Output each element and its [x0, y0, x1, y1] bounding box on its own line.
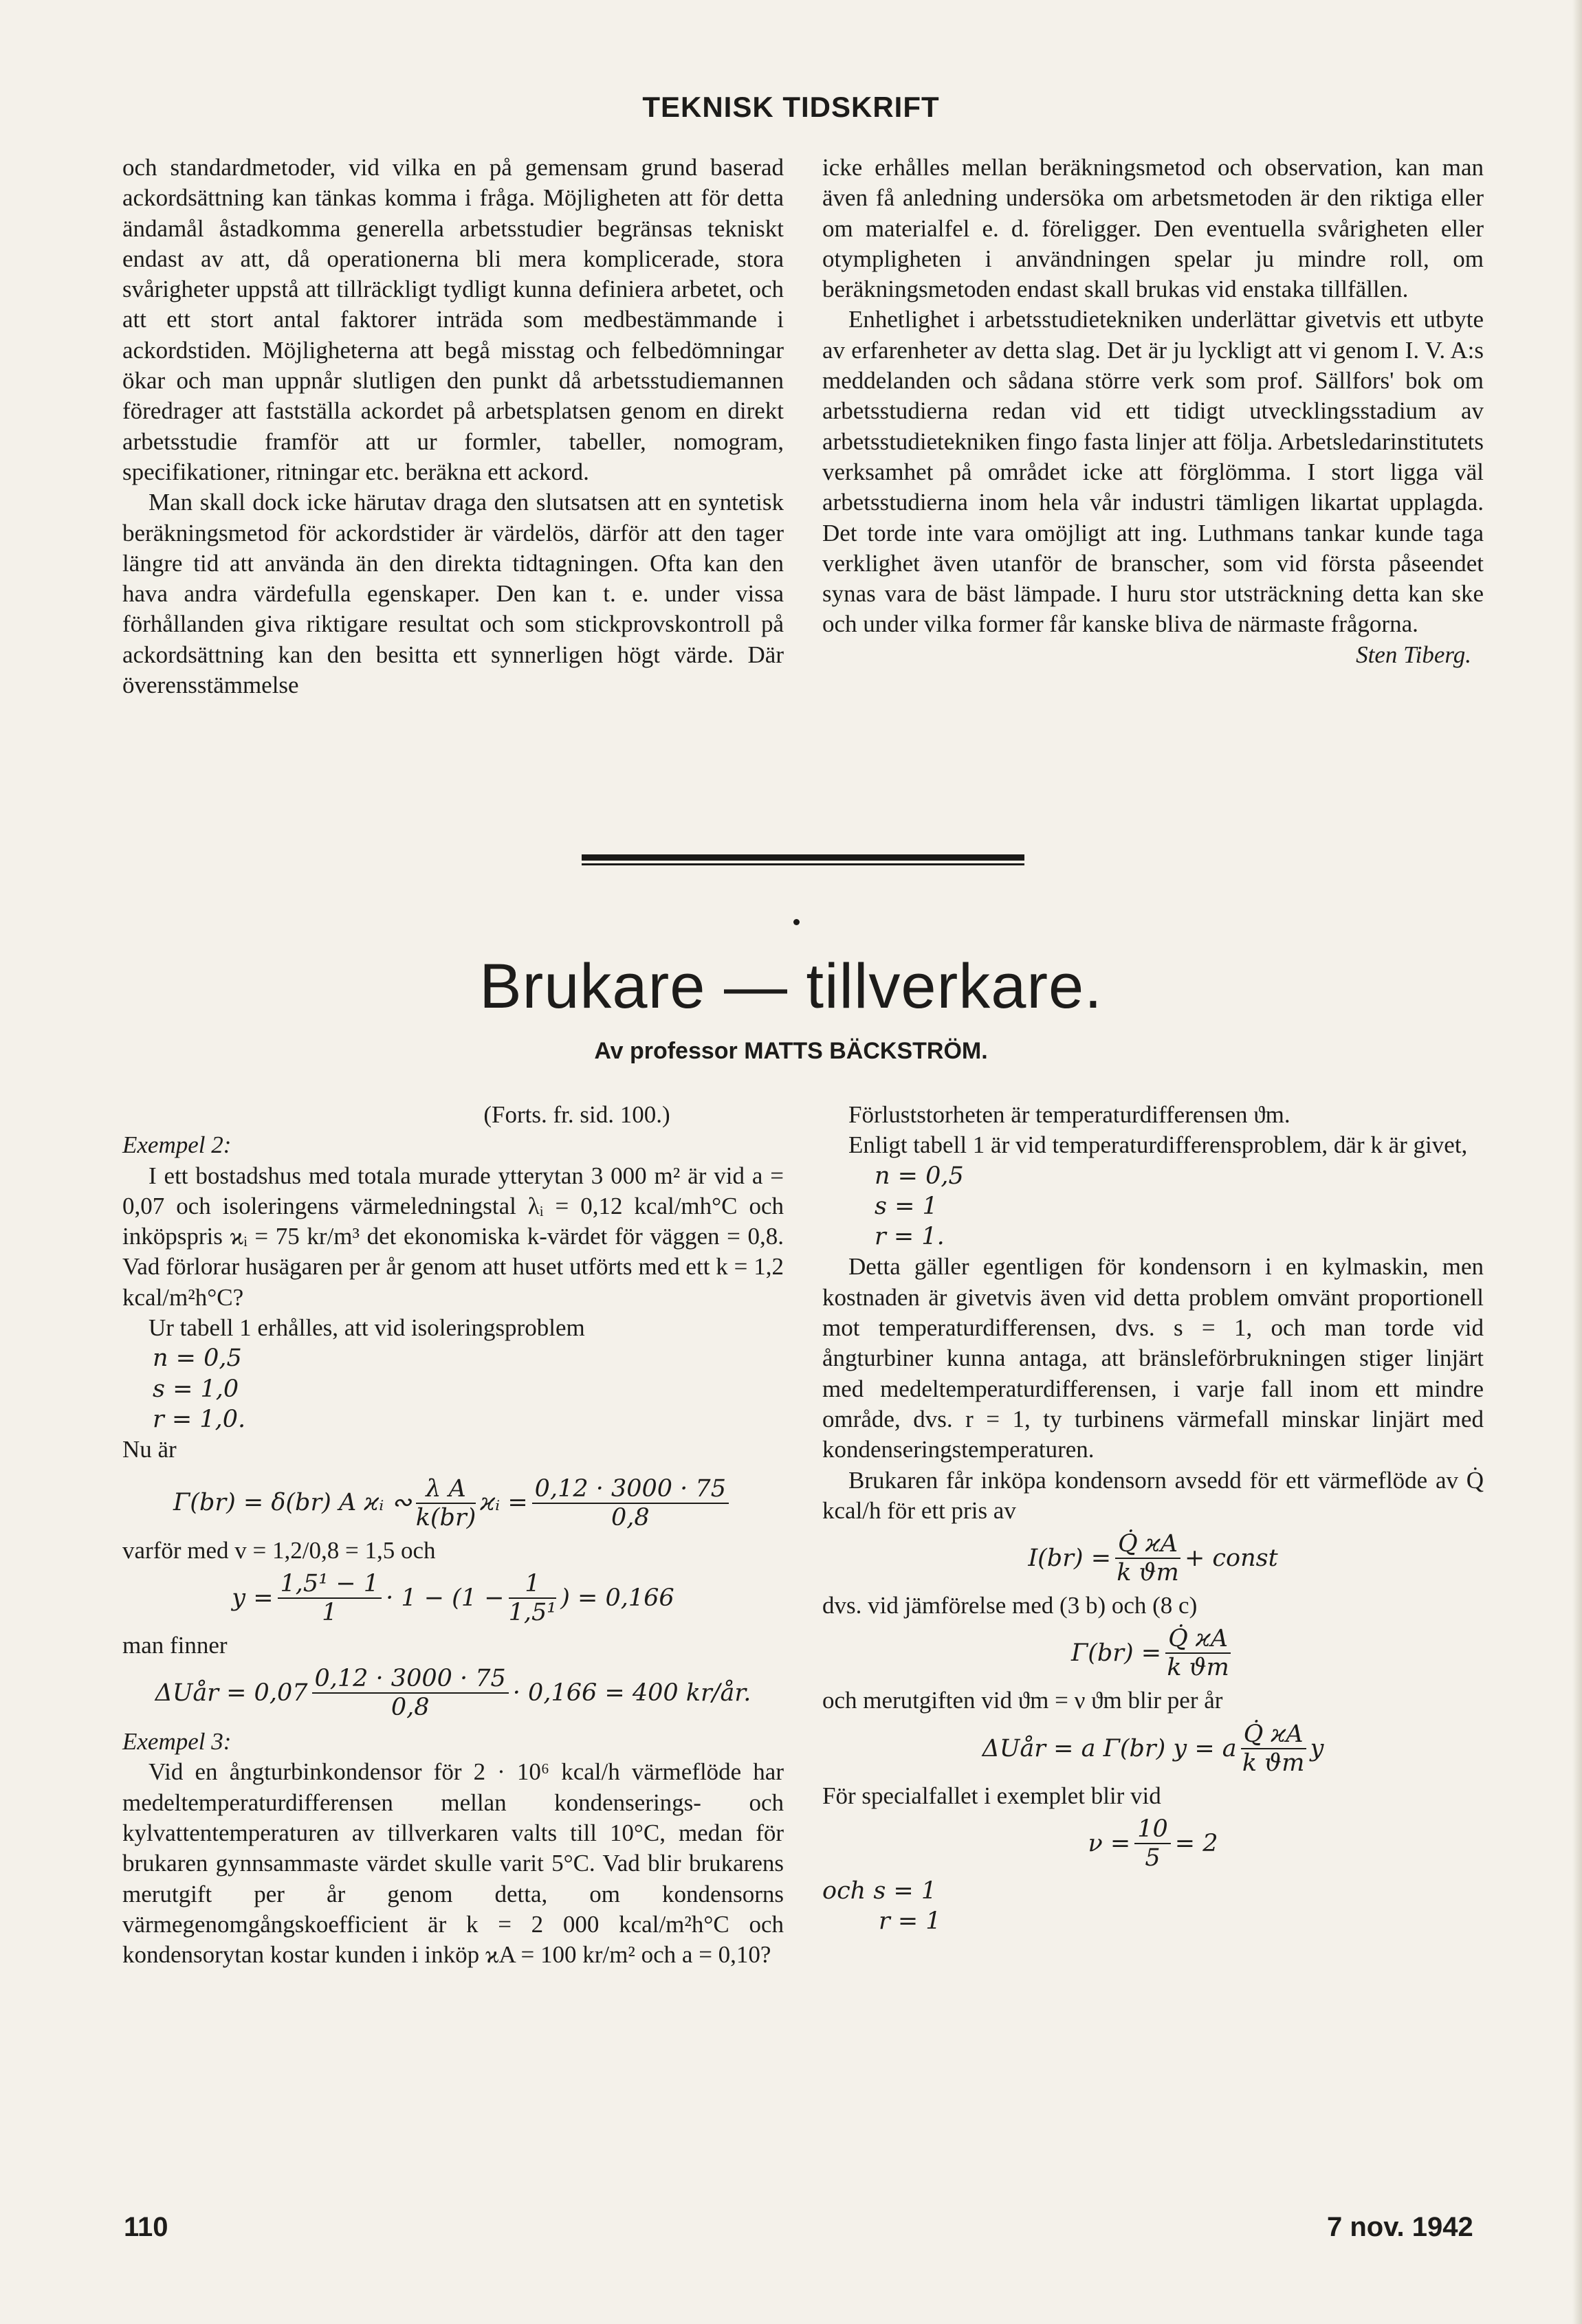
journal-title: TEKNISK TIDSKRIFT	[642, 91, 940, 123]
issue-date: 7 nov. 1942	[1327, 2212, 1473, 2242]
author-signature: Sten Tiberg.	[1356, 641, 1471, 668]
eq6-numerator: Q̇ ϰA	[1241, 1720, 1306, 1749]
byline: Av professor MATTS BÄCKSTRÖM.	[594, 1038, 988, 1064]
r-last: r = 1	[879, 1907, 941, 1936]
equation-6	[822, 1720, 1484, 1777]
r-value: r = 1,0.	[153, 1405, 246, 1433]
equation-2	[122, 1570, 784, 1626]
continued-note: (Forts. fr. sid. 100.)	[483, 1101, 670, 1128]
paragraph: Förluststorheten är temperaturdifferensen ϑm.	[848, 1101, 1290, 1128]
eq1-numerator: λ A	[416, 1475, 476, 1504]
eq3-rhs: · 0,166 = 400 kr/år.	[512, 1679, 751, 1707]
eq2-fraction-2	[509, 1570, 557, 1626]
eq7-fraction	[1134, 1815, 1171, 1872]
n-value: n = 0,5	[875, 1162, 964, 1190]
lower-left-column	[122, 1100, 784, 1971]
paragraph: och merutgiften vid ϑm = ν ϑm blir per år	[822, 1687, 1223, 1714]
page-edge	[1572, 0, 1582, 2324]
eq4-lhs: I(br) =	[1028, 1545, 1112, 1572]
equation-4	[822, 1530, 1484, 1586]
eq7-numerator: 10	[1134, 1815, 1171, 1844]
eq2-fraction	[278, 1570, 382, 1626]
eq1-denominator: k(br)	[415, 1503, 476, 1531]
equation-1	[122, 1475, 784, 1531]
eq2-lhs: y =	[232, 1584, 274, 1612]
eq1-fraction	[416, 1475, 476, 1531]
eq3-numerator: 0,12 · 3000 · 75	[312, 1665, 509, 1694]
eq5-lhs: Γ(br) =	[1070, 1639, 1162, 1668]
eq6-fraction	[1241, 1720, 1306, 1777]
eq7-denominator: 5	[1145, 1844, 1161, 1872]
eq4-denominator: k ϑm	[1117, 1559, 1179, 1587]
paragraph: Enligt tabell 1 är vid temperaturdifferensproblem, där k är givet,	[848, 1131, 1468, 1159]
equation-7	[822, 1815, 1484, 1872]
varfor-line: varför med v = 1,2/0,8 = 1,5 och	[122, 1536, 436, 1564]
paragraph: icke erhålles mellan beräkningsmetod och observation, kan man även få anledning undersöka om arbetsmetoden är den riktiga eller om materialfel e. d. föreligger. Den eventuella svårigheten eller otympligheten i användningen spelar ju mindre roll, om beräkningsmetoden endast skall brukas vid enstaka tillfällen.	[822, 154, 1484, 303]
paragraph: och standardmetoder, vid vilka en på gemensam grund baserad ackordsättning kan tänkas komma i fråga. Möjligheten att för detta ändamål åstadkomma generella arbetsstudier begränsas tekniskt endast av att, då operationerna bli mera komplicerade, stora svårigheter uppstå att tillräckligt tydligt kunna definiera arbetet, och att ett stort antal faktorer inträda som medbestämmande i ackordstiden. Möjligheterna att begå misstag och felbedömningar ökar och man uppnår slutligen den punkt då arbetsstudiemannen föredrager att fastställa ackordet på arbetsplatsen genom en direkt arbetsstudie framför att ur formler, tabeller, nomogram, specifikationer, ritningar etc. beräkna ett ackord.	[122, 154, 784, 485]
eq5-numerator: Q̇ ϰA	[1165, 1625, 1231, 1654]
page-number: 110	[124, 2212, 168, 2242]
equation-5	[822, 1625, 1484, 1681]
section-rule	[582, 854, 1024, 861]
eq3-lhs: ΔUår = 0,07	[155, 1679, 308, 1707]
example-3-heading: Exempel 3:	[122, 1728, 232, 1756]
eq1-denominator-2: 0,8	[611, 1503, 650, 1531]
nu-ar: Nu är	[122, 1436, 177, 1463]
section-rule-thin	[582, 863, 1024, 865]
top-left-column	[122, 153, 784, 700]
paragraph: Detta gäller egentligen för kondensorn i en kylmaskin, men kostnaden är givetvis även vid detta problem omvänt proportionell mot temperaturdifferensen, dvs. s = 1, och man torde vid ångturbiner kunna antaga, att bränsleförbrukningen stiger linjärt med medeltemperaturdifferensen, i varje fall inom ett mindre område, dvs. r = 1, ty turbinens värmefall minskar linjärt med kondenseringstemperaturen.	[822, 1253, 1484, 1463]
eq1-mid: ϰᵢ =	[480, 1489, 528, 1517]
man-finner: man finner	[122, 1631, 228, 1659]
eq1-numerator-2: 0,12 · 3000 · 75	[532, 1475, 729, 1504]
eq4-fraction	[1115, 1530, 1180, 1586]
eq4-numerator: Q̇ ϰA	[1115, 1530, 1180, 1559]
eq5-fraction	[1165, 1625, 1231, 1681]
s-value: s = 1	[875, 1192, 938, 1220]
ornament-dot	[793, 919, 800, 925]
paragraph: dvs. vid jämförelse med (3 b) och (8 c)	[822, 1592, 1198, 1619]
equation-3	[122, 1665, 784, 1721]
eq2-numerator: 1,5¹ − 1	[278, 1570, 382, 1599]
s-value: s = 1,0	[153, 1375, 239, 1403]
eq3-fraction	[312, 1665, 509, 1721]
example-2-text-2: Ur tabell 1 erhålles, att vid isoleringsproblem	[149, 1314, 585, 1342]
paragraph: Brukaren får inköpa kondensorn avsedd för ett värmeflöde av Q̇ kcal/h för ett pris av	[822, 1466, 1484, 1524]
och-s: och s = 1	[822, 1877, 937, 1905]
paragraph: Man skall dock icke härutav draga den slutsatsen att en syntetisk beräkningsmetod för ackordstider är värdelös, därför att den tager längre tid att använda än den direkta tidtagningen. Ofta kan den hava andra värdefulla egenskaper. Den kan t. e. under vissa förhållanden giva riktigare resultat och som stickprovskontroll på ackordsättning kan den besitta ett synnerligen högt värde. Där överensstämmelse	[122, 489, 784, 699]
eq2-denominator-2: 1,5¹	[508, 1598, 557, 1626]
example-2-text: I ett bostadshus med totala murade ytterytan 3 000 m² är vid a = 0,07 och isoleringens värmeledningstal λᵢ = 0,12 kcal/mh°C och inköpspris ϰᵢ = 75 kr/m³ det ekonomiska k-värdet för väggen = 0,8. Vad förlorar husägaren per år genom att huset utförts med ett k = 1,2 kcal/m²h°C?	[122, 1162, 784, 1311]
example-2-heading: Exempel 2:	[122, 1131, 232, 1159]
eq6-rhs: y	[1310, 1734, 1324, 1762]
eq7-lhs: ν =	[1088, 1829, 1131, 1857]
eq7-rhs: = 2	[1174, 1829, 1218, 1857]
eq5-denominator: k ϑm	[1167, 1654, 1229, 1682]
eq2-rhs: ) = 0,166	[560, 1584, 674, 1612]
r-value: r = 1.	[875, 1223, 945, 1251]
eq2-numerator-2: 1	[509, 1570, 557, 1599]
paragraph: Enhetlighet i arbetsstudietekniken underlättar givetvis ett utbyte av erfarenheter av detta slag. Det är ju lyckligt att vi genom I. V. A:s meddelanden och sådana större verk som prof. Sällfors' bok om arbetsstudierna redan vid ett tidigt utvecklingsstadium av arbetsstudietekniken fingo fasta linjer att följa. Arbetsledarinstitutets verksamhet på området icke att förglömma. I stort ligga väl arbetsstudierna inom hela vår industri tämligen likartat upplagda. Det torde inte vara omöjligt att ing. Luthmans tankar kunde taga verklighet även utanför de branscher, som vid första påseendet synas vara de bäst lämpade. I huru stor utsträckning detta kan ske och under vilka former får kanske bliva de närmaste frågorna.	[822, 306, 1484, 638]
eq1-fraction-2	[532, 1475, 729, 1531]
article-title: Brukare — tillverkare.	[479, 951, 1103, 1021]
example-3-text: Vid en ångturbinkondensor för 2 · 10⁶ kcal/h värmeflöde har medeltemperaturdifferensen mellan kondenserings- och kylvattentemperaturen av tillverkaren valts till 10°C, medan för brukaren gynnsammaste värdet skulle varit 5°C. Vad blir brukarens merutgift per år genom detta, om kondensorns värmegenomgångskoefficient är k = 2 000 kcal/m²h°C och kondensorytan kostar kunden i inköp ϰA = 100 kr/m² och a = 0,10?	[122, 1758, 784, 1969]
eq2-mid: · 1 − (1 −	[386, 1584, 505, 1612]
eq4-rhs: + const	[1184, 1545, 1278, 1572]
paragraph: För specialfallet i exemplet blir vid	[822, 1782, 1161, 1809]
lower-right-column	[822, 1100, 1484, 1937]
eq6-denominator: k ϑm	[1242, 1749, 1305, 1777]
top-right-column	[822, 153, 1484, 670]
eq2-denominator: 1	[322, 1598, 338, 1626]
n-value: n = 0,5	[153, 1344, 242, 1373]
eq3-denominator: 0,8	[391, 1694, 430, 1722]
eq6-lhs: ΔUår = a Γ(br) y = a	[982, 1734, 1237, 1762]
eq1-lhs: Γ(br) = δ(br) A ϰᵢ ∾	[173, 1489, 412, 1517]
